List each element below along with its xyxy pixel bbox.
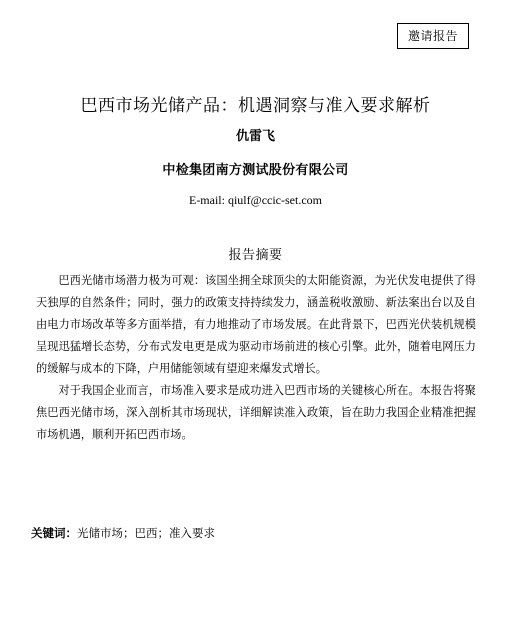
author-email: E-mail: qiulf@ccic-set.com bbox=[188, 193, 322, 207]
keywords-value: 光储市场；巴西；准入要求 bbox=[77, 526, 215, 540]
abstract-heading: 报告摘要 bbox=[228, 248, 283, 263]
author-affiliation: 中检集团南方测试股份有限公司 bbox=[162, 163, 349, 178]
report-type-badge: 邀请报告 bbox=[397, 23, 469, 49]
author-name: 仇雷飞 bbox=[235, 129, 275, 144]
paper-title: 巴西市场光储产品：机遇洞察与准入要求解析 bbox=[80, 96, 431, 116]
abstract-body bbox=[36, 270, 476, 446]
abstract-paragraph: 对于我国企业而言，市场准入要求是成功进入巴西市场的关键核心所在。本报告将聚焦巴西光储市场，深入剖析其市场现状，详细解读准入政策，旨在助力我国企业精准把握市场机遇，顺利开拓巴西市场。 bbox=[36, 384, 476, 441]
keywords-label: 关键词： bbox=[31, 526, 77, 540]
keywords-line bbox=[31, 524, 481, 542]
abstract-paragraph: 巴西光储市场潜力极为可观：该国坐拥全球顶尖的太阳能资源，为光伏发电提供了得天独厚的自然条件；同时，强力的政策支持持续发力，涵盖税收激励、新法案出台以及自由电力市场改革等多方面举措，有力地推动了市场发展。在此背景下，巴西光伏装机规模呈现迅猛增长态势，分布式发电更是成为驱动市场前进的核心引擎。此外，随着电网压力的缓解与成本的下降，户用储能领域有望迎来爆发式增长。 bbox=[36, 274, 476, 375]
